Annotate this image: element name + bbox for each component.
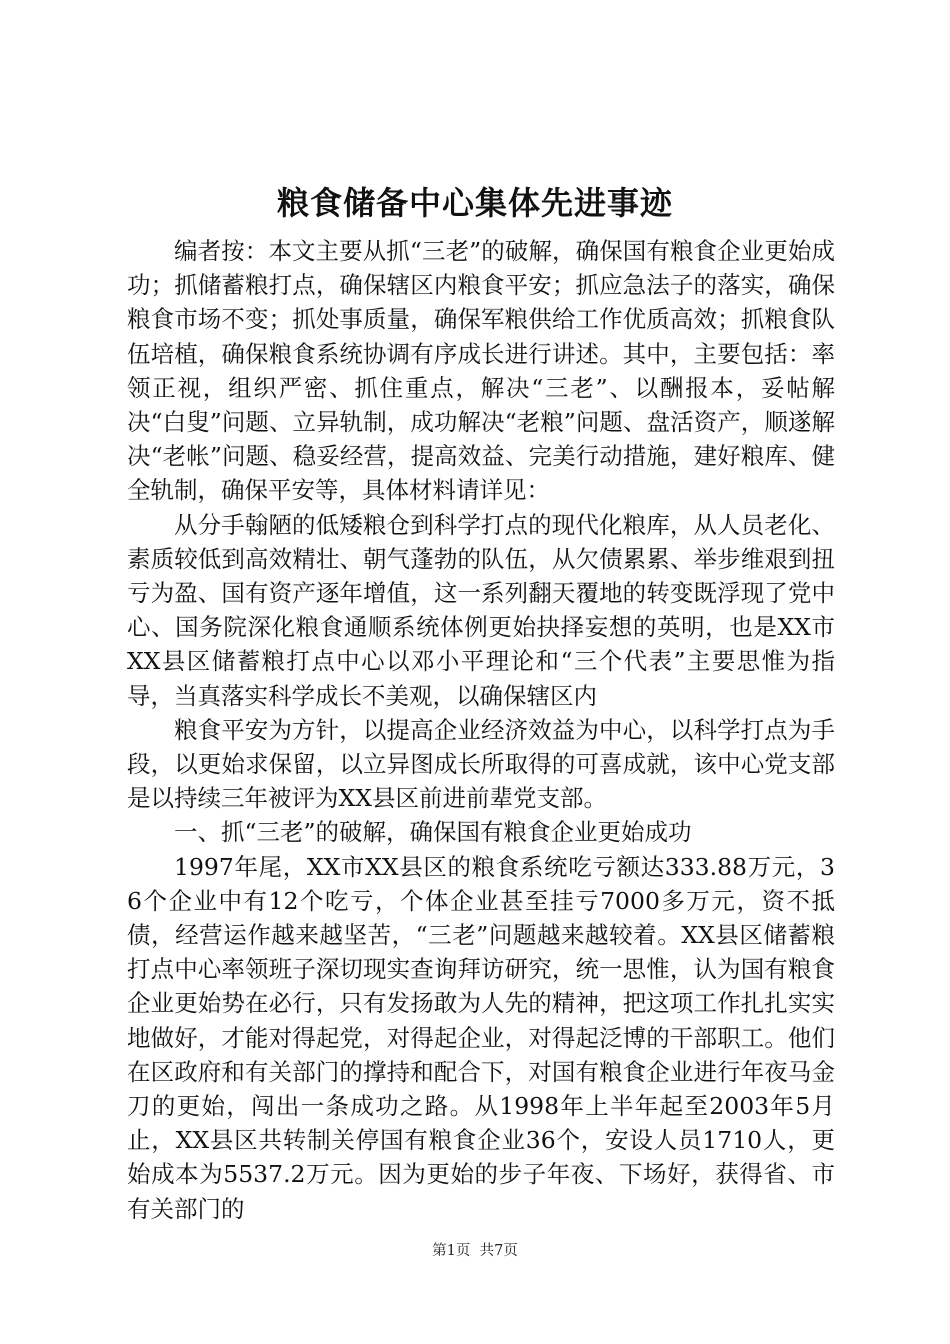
page-total: 共7页 <box>479 1243 518 1259</box>
footer-spacer <box>470 1243 479 1259</box>
document-body <box>127 234 835 1226</box>
page-footer <box>0 1241 950 1261</box>
section-heading: 一、抓“三老”的破解，确保国有粮食企业更始成功 <box>174 818 692 847</box>
body-paragraph: 从分手翰陋的低矮粮仓到科学打点的现代化粮库，从人员老化、素质较低到高效精壮、朝气蓬勃的队伍，从欠债累累、举步维艰到扭亏为盈、国有资产逐年增值，这一系列翻天覆地的转变既浮现了党中心、国务院深化粮食通顺系统体例更始抉择妄想的英明，也是XX市XX县区储蓄粮打点中心以邓小平理论和“三个代表”主要思惟为指导，当真落实科学成长不美观，以确保辖区内 <box>127 510 835 710</box>
body-paragraph: 1997年尾，XX市XX县区的粮食系统吃亏额达333.88万元，36个企业中有12个吃亏，个体企业甚至挂亏7000多万元，资不抵债，经营运作越来越坚苦，“三老”问题越来越较着。XX县区储蓄粮打点中心率领班子深切现实查询拜访研究，统一思惟，认为国有粮食企业更始势在必行，只有发扬敢为人先的精神，把这项工作扎扎实实地做好，才能对得起党，对得起企业，对得起泛博的干部职工。他们在区政府和有关部门的撑持和配合下，对国有粮食企业进行年夜马金刀的更始，闯出一条成功之路。从1998年上半年起至2003年5月止，XX县区共转制关停国有粮食企业36个，安设人员1710人，更始成本为5537.2万元。因为更始的步子年夜、下场好，获得省、市有关部门的 <box>127 852 835 1223</box>
document-title: 粮食储备中心集体先进事迹 <box>276 184 673 222</box>
editor-note-paragraph: 编者按：本文主要从抓“三老”的破解，确保国有粮食企业更始成功；抓储蓄粮打点，确保辖区内粮食平安；抓应急法子的落实，确保粮食市场不变；抓处事质量，确保军粮供给工作优质高效；抓粮食队伍培植，确保粮食系统协调有序成长进行讲述。其中，主要包括：率领正视，组织严密、抓住重点，解决“三老”、以酬报本，妥帖解决“白叟”问题、立异轨制，成功解决“老粮”问题、盘活资产，顺遂解决“老帐”问题、稳妥经营，提高效益、完美行动措施，建好粮库、健全轨制，确保平安等，具体材料请详见： <box>127 237 835 505</box>
body-paragraph: 粮食平安为方针，以提高企业经济效益为中心，以科学打点为手段，以更始求保留，以立异图成长所取得的可喜成就，该中心党支部是以持续三年被评为XX县区前进前辈党支部。 <box>127 715 835 813</box>
page-number: 第1页 <box>432 1243 471 1259</box>
